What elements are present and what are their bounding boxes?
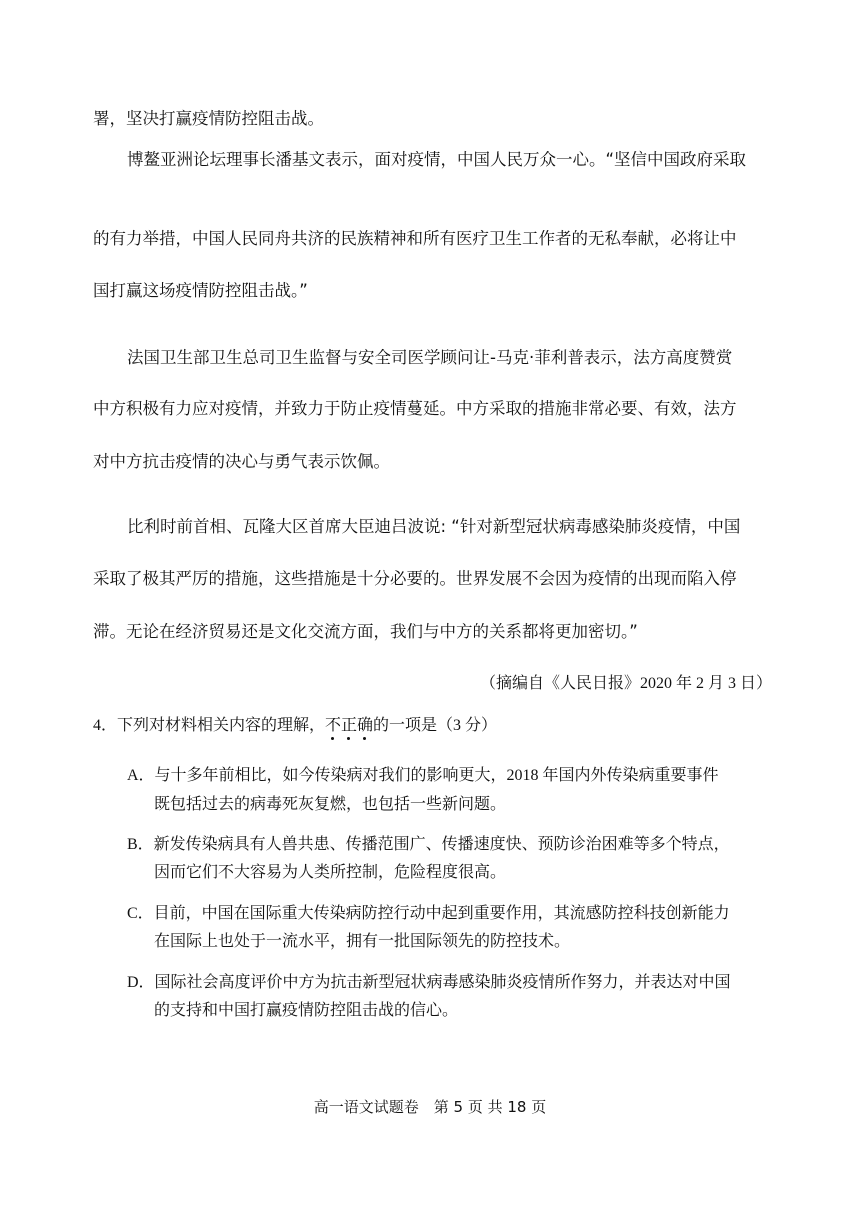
stem-before: 4．下列对材料相关内容的理解， [93,717,326,734]
passage-line: 对中方抗击疫情的决心与勇气表示饮佩。 [93,452,390,471]
option-c-line1: C．目前，中国在国际重大传染病防控行动中起到重要作用，其流感防控科技创新能力 [127,905,730,922]
question-stem [93,715,497,737]
passage-source: （摘编自《人民日报》2020 年 2 月 3 日） [479,675,772,692]
emphasis-dot [347,737,350,740]
passage-line: 中方积极有力应对疫情，并致力于防止疫情蔓延。中方采取的措施非常必要、有效，法方 [93,399,737,418]
option-d-line1: D．国际社会高度评价中方为抗击新型冠状病毒感染肺炎疫情所作努力，并表达对中国 [127,974,731,991]
option-c-line2: 在国际上也处于一流水平，拥有一批国际领先的防控技术。 [154,933,571,950]
passage-line: 署，坚决打赢疫情防控阻击战。 [93,109,324,128]
option-d-line2: 的支持和中国打赢疫情防控阻击战的信心。 [154,1002,459,1019]
emphasis-text [325,717,373,734]
emphasis-dot [331,737,334,740]
page-footer: 高一语文试题卷 第 5 页 共 18 页 [313,1098,547,1116]
passage-line: 法国卫生部卫生总司卫生监督与安全司医学顾问让-马克·菲利普表示，法方高度赞赏 [127,348,733,367]
emphasis-word: 不正确 [325,717,374,734]
emphasis-dot [363,737,366,740]
stem-after: 的一项是（3 分） [373,717,498,734]
passage-line: 滞。无论在经济贸易还是文化交流方面，我们与中方的关系都将更加密切。” [93,622,638,641]
passage-line: 国打赢这场疫情防控阻击战。” [93,281,308,300]
option-b-line1: B．新发传染病具有人兽共患、传播范围广、传播速度快、预防诊治困难等多个特点， [127,836,730,853]
passage-line: 博鳌亚洲论坛理事长潘基文表示，面对疫情，中国人民万众一心。“坚信中国政府采取 [127,150,747,169]
passage-line: 的有力举措，中国人民同舟共济的民族精神和所有医疗卫生工作者的无私奉献，必将让中 [93,229,737,248]
passage-line: 采取了极其严厉的措施，这些措施是十分必要的。世界发展不会因为疫情的出现而陷入停 [93,569,737,588]
passage-line: 比利时前首相、瓦隆大区首席大臣迪吕波说: “针对新型冠状病毒感染肺炎疫情，中国 [127,517,741,536]
option-a-line2: 既包括过去的病毒死灰复燃，也包括一些新问题。 [154,796,507,813]
option-b-line2: 因而它们不大容易为人类所控制，危险程度很高。 [154,864,507,881]
option-a-line1: A．与十多年前相比，如今传染病对我们的影响更大，2018 年国内外传染病重要事件 [127,767,719,784]
